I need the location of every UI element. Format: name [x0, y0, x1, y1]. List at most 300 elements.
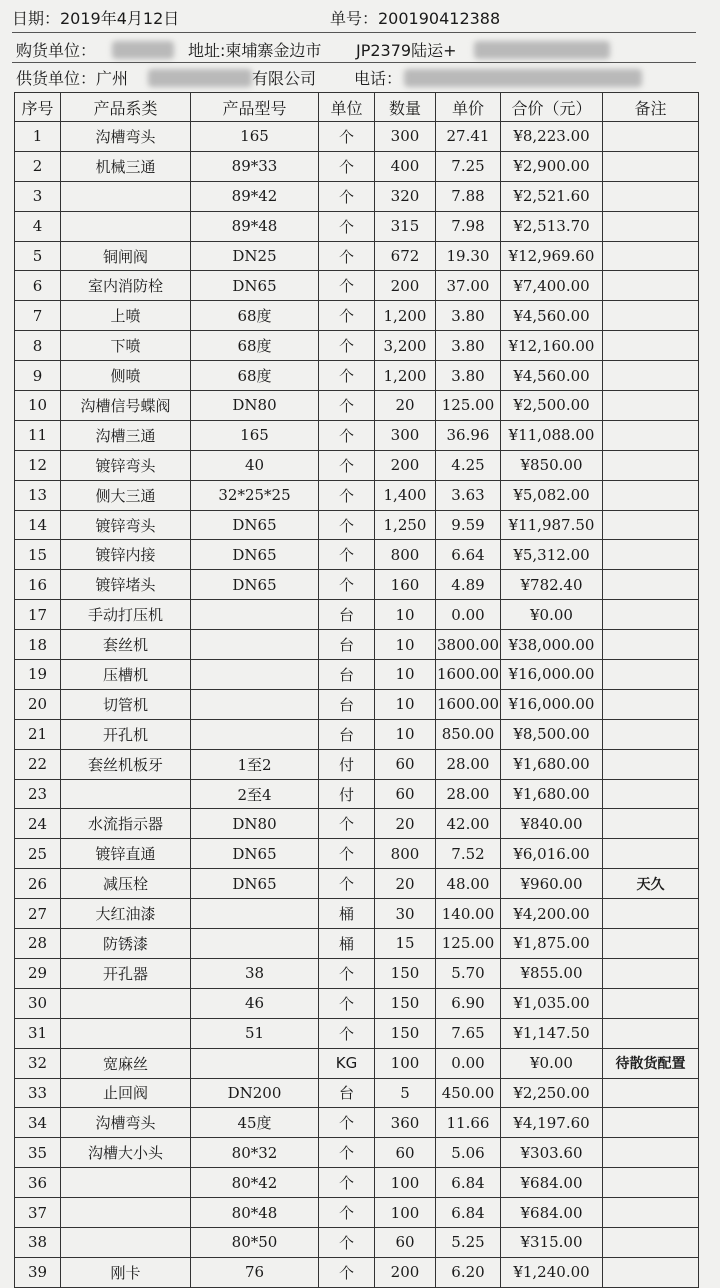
cell-unit-price: 28.00: [436, 749, 501, 779]
table-row: [15, 241, 699, 271]
cell-unit: 个: [319, 151, 375, 181]
cell-unit-price: 11.66: [436, 1108, 501, 1138]
cell-unit-price: 4.89: [436, 570, 501, 600]
cell-model: DN65: [191, 540, 319, 570]
cell-model: 80*50: [191, 1227, 319, 1257]
cell-model: DN80: [191, 391, 319, 421]
cell-note: 待散货配置: [603, 1048, 699, 1078]
cell-unit: 个: [319, 1138, 375, 1168]
table-row: [15, 929, 699, 959]
cell-category: 大红油漆: [61, 899, 191, 929]
cell-total: ¥960.00: [501, 869, 603, 899]
cell-unit-price: 37.00: [436, 271, 501, 301]
cell-unit: 个: [319, 1198, 375, 1228]
cell-quantity: 60: [375, 779, 436, 809]
cell-note: [603, 1198, 699, 1228]
cell-unit: 个: [319, 361, 375, 391]
cell-note: [603, 391, 699, 421]
cell-quantity: 60: [375, 1138, 436, 1168]
cell-model: 80*42: [191, 1168, 319, 1198]
cell-note: [603, 1108, 699, 1138]
cell-no: 38: [15, 1227, 61, 1257]
cell-no: 25: [15, 839, 61, 869]
cell-unit: 桶: [319, 929, 375, 959]
cell-note: [603, 660, 699, 690]
header-row-date: [12, 6, 706, 28]
cell-unit: 个: [319, 1108, 375, 1138]
col-header-note: 备注: [603, 93, 699, 122]
cell-unit: 台: [319, 630, 375, 660]
cell-category: 开孔机: [61, 719, 191, 749]
cell-unit: 个: [319, 301, 375, 331]
cell-category: 沟槽弯头: [61, 1108, 191, 1138]
cell-quantity: 10: [375, 630, 436, 660]
cell-model: DN80: [191, 809, 319, 839]
cell-note: [603, 839, 699, 869]
cell-model: [191, 660, 319, 690]
cell-category: 上喷: [61, 301, 191, 331]
header-row-buyer: [12, 38, 706, 60]
cell-no: 29: [15, 958, 61, 988]
cell-note: [603, 809, 699, 839]
cell-total: ¥855.00: [501, 958, 603, 988]
cell-unit: 付: [319, 749, 375, 779]
table-row: [15, 1078, 699, 1108]
cell-note: [603, 271, 699, 301]
cell-no: 37: [15, 1198, 61, 1228]
cell-unit: 个: [319, 1018, 375, 1048]
col-header-unit-price: 单价: [436, 93, 501, 122]
cell-unit-price: 28.00: [436, 779, 501, 809]
cell-note: [603, 1257, 699, 1287]
cell-model: 165: [191, 122, 319, 152]
cell-category: [61, 779, 191, 809]
cell-unit-price: 19.30: [436, 241, 501, 271]
cell-no: 15: [15, 540, 61, 570]
cell-total: ¥1,875.00: [501, 929, 603, 959]
cell-category: 镀锌弯头: [61, 450, 191, 480]
cell-total: ¥16,000.00: [501, 689, 603, 719]
cell-unit-price: 7.98: [436, 211, 501, 241]
cell-total: ¥684.00: [501, 1168, 603, 1198]
cell-model: 40: [191, 450, 319, 480]
cell-quantity: 400: [375, 151, 436, 181]
cell-model: 45度: [191, 1108, 319, 1138]
cell-unit-price: 1600.00: [436, 660, 501, 690]
cell-unit-price: 850.00: [436, 719, 501, 749]
table-row: [15, 988, 699, 1018]
table-body: [15, 122, 699, 1288]
cell-model: DN25: [191, 241, 319, 271]
cell-quantity: 60: [375, 1227, 436, 1257]
cell-category: [61, 181, 191, 211]
cell-total: ¥782.40: [501, 570, 603, 600]
cell-unit: 个: [319, 1227, 375, 1257]
order-table: [14, 92, 699, 1288]
cell-category: 镀锌直通: [61, 839, 191, 869]
cell-total: ¥850.00: [501, 450, 603, 480]
cell-no: 31: [15, 1018, 61, 1048]
cell-no: 10: [15, 391, 61, 421]
cell-quantity: 100: [375, 1198, 436, 1228]
cell-category: 防锈漆: [61, 929, 191, 959]
cell-quantity: 200: [375, 450, 436, 480]
redacted-supplier: [148, 69, 252, 87]
cell-note: [603, 1078, 699, 1108]
cell-model: [191, 719, 319, 749]
cell-no: 6: [15, 271, 61, 301]
cell-total: ¥6,016.00: [501, 839, 603, 869]
table-row: [15, 1018, 699, 1048]
table-row: [15, 450, 699, 480]
redacted-phone: [404, 69, 642, 87]
cell-unit-price: 140.00: [436, 899, 501, 929]
cell-category: 开孔器: [61, 958, 191, 988]
cell-note: [603, 301, 699, 331]
cell-total: ¥840.00: [501, 809, 603, 839]
table-row: [15, 570, 699, 600]
cell-unit: 个: [319, 391, 375, 421]
cell-note: [603, 719, 699, 749]
cell-note: [603, 1018, 699, 1048]
cell-category: 镀锌内接: [61, 540, 191, 570]
cell-unit-price: 5.06: [436, 1138, 501, 1168]
cell-unit: 个: [319, 122, 375, 152]
cell-total: ¥11,987.50: [501, 510, 603, 540]
table-row: [15, 1257, 699, 1287]
cell-model: [191, 630, 319, 660]
table-row: [15, 869, 699, 899]
cell-model: DN65: [191, 869, 319, 899]
cell-no: 17: [15, 600, 61, 630]
cell-model: 68度: [191, 301, 319, 331]
cell-note: [603, 151, 699, 181]
table-row: [15, 809, 699, 839]
cell-model: 80*48: [191, 1198, 319, 1228]
cell-total: ¥5,312.00: [501, 540, 603, 570]
phone-label: 电话：: [354, 69, 403, 88]
cell-quantity: 3,200: [375, 331, 436, 361]
table-row: [15, 630, 699, 660]
cell-note: [603, 331, 699, 361]
cell-unit-price: 9.59: [436, 510, 501, 540]
cell-no: 18: [15, 630, 61, 660]
cell-no: 30: [15, 988, 61, 1018]
cell-quantity: 30: [375, 899, 436, 929]
cell-unit-price: 48.00: [436, 869, 501, 899]
cell-unit: KG: [319, 1048, 375, 1078]
cell-quantity: 800: [375, 540, 436, 570]
cell-no: 2: [15, 151, 61, 181]
table-row: [15, 1227, 699, 1257]
cell-unit: 个: [319, 181, 375, 211]
cell-no: 33: [15, 1078, 61, 1108]
cell-model: 1至2: [191, 749, 319, 779]
cell-note: [603, 958, 699, 988]
cell-quantity: 1,400: [375, 480, 436, 510]
cell-total: ¥7,400.00: [501, 271, 603, 301]
cell-quantity: 60: [375, 749, 436, 779]
cell-total: ¥8,500.00: [501, 719, 603, 749]
cell-model: [191, 899, 319, 929]
cell-no: 32: [15, 1048, 61, 1078]
table-row: [15, 510, 699, 540]
cell-category: 镀锌弯头: [61, 510, 191, 540]
table-row: [15, 420, 699, 450]
cell-category: 沟槽大小头: [61, 1138, 191, 1168]
cell-no: 4: [15, 211, 61, 241]
cell-model: DN65: [191, 570, 319, 600]
cell-category: [61, 1227, 191, 1257]
cell-quantity: 800: [375, 839, 436, 869]
cell-quantity: 20: [375, 391, 436, 421]
col-header-unit: 单位: [319, 93, 375, 122]
cell-unit: 个: [319, 450, 375, 480]
table-row: [15, 1108, 699, 1138]
cell-quantity: 150: [375, 958, 436, 988]
cell-quantity: 160: [375, 570, 436, 600]
cell-quantity: 20: [375, 869, 436, 899]
cell-model: 80*32: [191, 1138, 319, 1168]
cell-model: 89*48: [191, 211, 319, 241]
cell-total: ¥315.00: [501, 1227, 603, 1257]
cell-unit-price: 3.63: [436, 480, 501, 510]
cell-note: [603, 1168, 699, 1198]
cell-note: [603, 540, 699, 570]
table-row: [15, 719, 699, 749]
cell-no: 7: [15, 301, 61, 331]
cell-no: 19: [15, 660, 61, 690]
cell-category: [61, 1198, 191, 1228]
cell-unit-price: 6.64: [436, 540, 501, 570]
cell-total: ¥12,160.00: [501, 331, 603, 361]
cell-no: 16: [15, 570, 61, 600]
cell-quantity: 10: [375, 689, 436, 719]
cell-category: 水流指示器: [61, 809, 191, 839]
cell-unit: 台: [319, 660, 375, 690]
cell-unit: 桶: [319, 899, 375, 929]
supplier-suffix: 有限公司: [252, 69, 317, 88]
cell-unit-price: 0.00: [436, 600, 501, 630]
cell-category: 手动打压机: [61, 600, 191, 630]
cell-total: ¥1,147.50: [501, 1018, 603, 1048]
cell-quantity: 10: [375, 660, 436, 690]
cell-total: ¥4,560.00: [501, 301, 603, 331]
table-row: [15, 660, 699, 690]
cell-unit-price: 7.52: [436, 839, 501, 869]
cell-category: 下喷: [61, 331, 191, 361]
cell-no: 36: [15, 1168, 61, 1198]
cell-category: 室内消防栓: [61, 271, 191, 301]
table-row: [15, 361, 699, 391]
cell-note: [603, 211, 699, 241]
cell-quantity: 200: [375, 271, 436, 301]
cell-quantity: 1,200: [375, 301, 436, 331]
redacted-buyer: [112, 41, 174, 59]
cell-note: [603, 779, 699, 809]
cell-model: 32*25*25: [191, 480, 319, 510]
cell-unit: 个: [319, 510, 375, 540]
cell-quantity: 1,250: [375, 510, 436, 540]
cell-category: 刚卡: [61, 1257, 191, 1287]
cell-note: [603, 630, 699, 660]
cell-quantity: 672: [375, 241, 436, 271]
cell-total: ¥5,082.00: [501, 480, 603, 510]
cell-no: 9: [15, 361, 61, 391]
cell-model: 2至4: [191, 779, 319, 809]
cell-total: ¥38,000.00: [501, 630, 603, 660]
cell-unit-price: 0.00: [436, 1048, 501, 1078]
cell-no: 8: [15, 331, 61, 361]
cell-quantity: 315: [375, 211, 436, 241]
cell-quantity: 10: [375, 600, 436, 630]
cell-unit-price: 7.65: [436, 1018, 501, 1048]
cell-note: [603, 749, 699, 779]
cell-model: 51: [191, 1018, 319, 1048]
table-row: [15, 600, 699, 630]
cell-model: 165: [191, 420, 319, 450]
cell-note: [603, 689, 699, 719]
cell-unit-price: 125.00: [436, 929, 501, 959]
table-row: [15, 749, 699, 779]
cell-total: ¥1,035.00: [501, 988, 603, 1018]
cell-unit-price: 36.96: [436, 420, 501, 450]
cell-total: ¥2,500.00: [501, 391, 603, 421]
cell-quantity: 100: [375, 1168, 436, 1198]
cell-quantity: 1,200: [375, 361, 436, 391]
cell-unit-price: 7.88: [436, 181, 501, 211]
cell-unit-price: 6.90: [436, 988, 501, 1018]
cell-total: ¥8,223.00: [501, 122, 603, 152]
cell-unit-price: 7.25: [436, 151, 501, 181]
table-row: [15, 211, 699, 241]
table-row: [15, 181, 699, 211]
cell-unit: 个: [319, 271, 375, 301]
address-label: 地址:柬埔寨金边市: [188, 41, 322, 60]
table-row: [15, 331, 699, 361]
cell-category: 沟槽三通: [61, 420, 191, 450]
header-divider: [12, 32, 696, 33]
cell-total: ¥2,513.70: [501, 211, 603, 241]
cell-model: 89*42: [191, 181, 319, 211]
cell-model: [191, 600, 319, 630]
cell-total: ¥4,197.60: [501, 1108, 603, 1138]
header-row-supplier: [12, 66, 706, 88]
cell-no: 14: [15, 510, 61, 540]
cell-note: [603, 1138, 699, 1168]
cell-category: 宽麻丝: [61, 1048, 191, 1078]
table-row: [15, 839, 699, 869]
cell-unit-price: 3.80: [436, 361, 501, 391]
cell-unit: 个: [319, 809, 375, 839]
cell-no: 35: [15, 1138, 61, 1168]
table-row: [15, 958, 699, 988]
table-row: [15, 689, 699, 719]
cell-unit: 个: [319, 331, 375, 361]
cell-unit-price: 125.00: [436, 391, 501, 421]
cell-total: ¥1,680.00: [501, 749, 603, 779]
cell-total: ¥0.00: [501, 600, 603, 630]
cell-no: 20: [15, 689, 61, 719]
cell-note: [603, 988, 699, 1018]
cell-category: 套丝机: [61, 630, 191, 660]
table-row: [15, 391, 699, 421]
cell-unit: 台: [319, 1078, 375, 1108]
cell-unit: 个: [319, 570, 375, 600]
cell-quantity: 20: [375, 809, 436, 839]
cell-unit: 个: [319, 1168, 375, 1198]
cell-no: 26: [15, 869, 61, 899]
cell-total: ¥684.00: [501, 1198, 603, 1228]
table-row: [15, 1048, 699, 1078]
cell-model: DN65: [191, 510, 319, 540]
col-header-model: 产品型号: [191, 93, 319, 122]
cell-no: 28: [15, 929, 61, 959]
cell-model: 38: [191, 958, 319, 988]
cell-category: [61, 1018, 191, 1048]
cell-model: DN65: [191, 271, 319, 301]
cell-model: 89*33: [191, 151, 319, 181]
cell-total: ¥2,521.60: [501, 181, 603, 211]
cell-total: ¥1,680.00: [501, 779, 603, 809]
col-header-category: 产品系类: [61, 93, 191, 122]
cell-model: 68度: [191, 361, 319, 391]
cell-no: 1: [15, 122, 61, 152]
cell-model: DN200: [191, 1078, 319, 1108]
cell-unit-price: 6.20: [436, 1257, 501, 1287]
table-row: [15, 1198, 699, 1228]
cell-unit-price: 5.70: [436, 958, 501, 988]
cell-category: 机械三通: [61, 151, 191, 181]
cell-note: 天久: [603, 869, 699, 899]
cell-category: 镀锌堵头: [61, 570, 191, 600]
cell-unit-price: 6.84: [436, 1168, 501, 1198]
cell-quantity: 5: [375, 1078, 436, 1108]
cell-no: 3: [15, 181, 61, 211]
cell-unit: 台: [319, 600, 375, 630]
cell-unit: 个: [319, 420, 375, 450]
cell-quantity: 200: [375, 1257, 436, 1287]
cell-quantity: 150: [375, 1018, 436, 1048]
cell-note: [603, 241, 699, 271]
col-header-quantity: 数量: [375, 93, 436, 122]
cell-model: [191, 929, 319, 959]
table-row: [15, 122, 699, 152]
cell-unit: 台: [319, 719, 375, 749]
cell-note: [603, 510, 699, 540]
header-divider: [12, 62, 696, 63]
cell-unit-price: 6.84: [436, 1198, 501, 1228]
cell-model: 68度: [191, 331, 319, 361]
cell-quantity: 360: [375, 1108, 436, 1138]
cell-category: 沟槽信号蝶阀: [61, 391, 191, 421]
cell-unit-price: 3800.00: [436, 630, 501, 660]
cell-no: 5: [15, 241, 61, 271]
cell-note: [603, 1227, 699, 1257]
cell-category: 减压栓: [61, 869, 191, 899]
cell-no: 27: [15, 899, 61, 929]
cell-total: ¥2,250.00: [501, 1078, 603, 1108]
order-number: 单号：200190412388: [330, 9, 501, 28]
cell-note: [603, 600, 699, 630]
cell-model: 46: [191, 988, 319, 1018]
cell-total: ¥4,560.00: [501, 361, 603, 391]
supplier-label: 供货单位：广州: [16, 69, 129, 88]
cell-quantity: 150: [375, 988, 436, 1018]
cell-unit-price: 5.25: [436, 1227, 501, 1257]
cell-total: ¥12,969.60: [501, 241, 603, 271]
cell-category: 切管机: [61, 689, 191, 719]
